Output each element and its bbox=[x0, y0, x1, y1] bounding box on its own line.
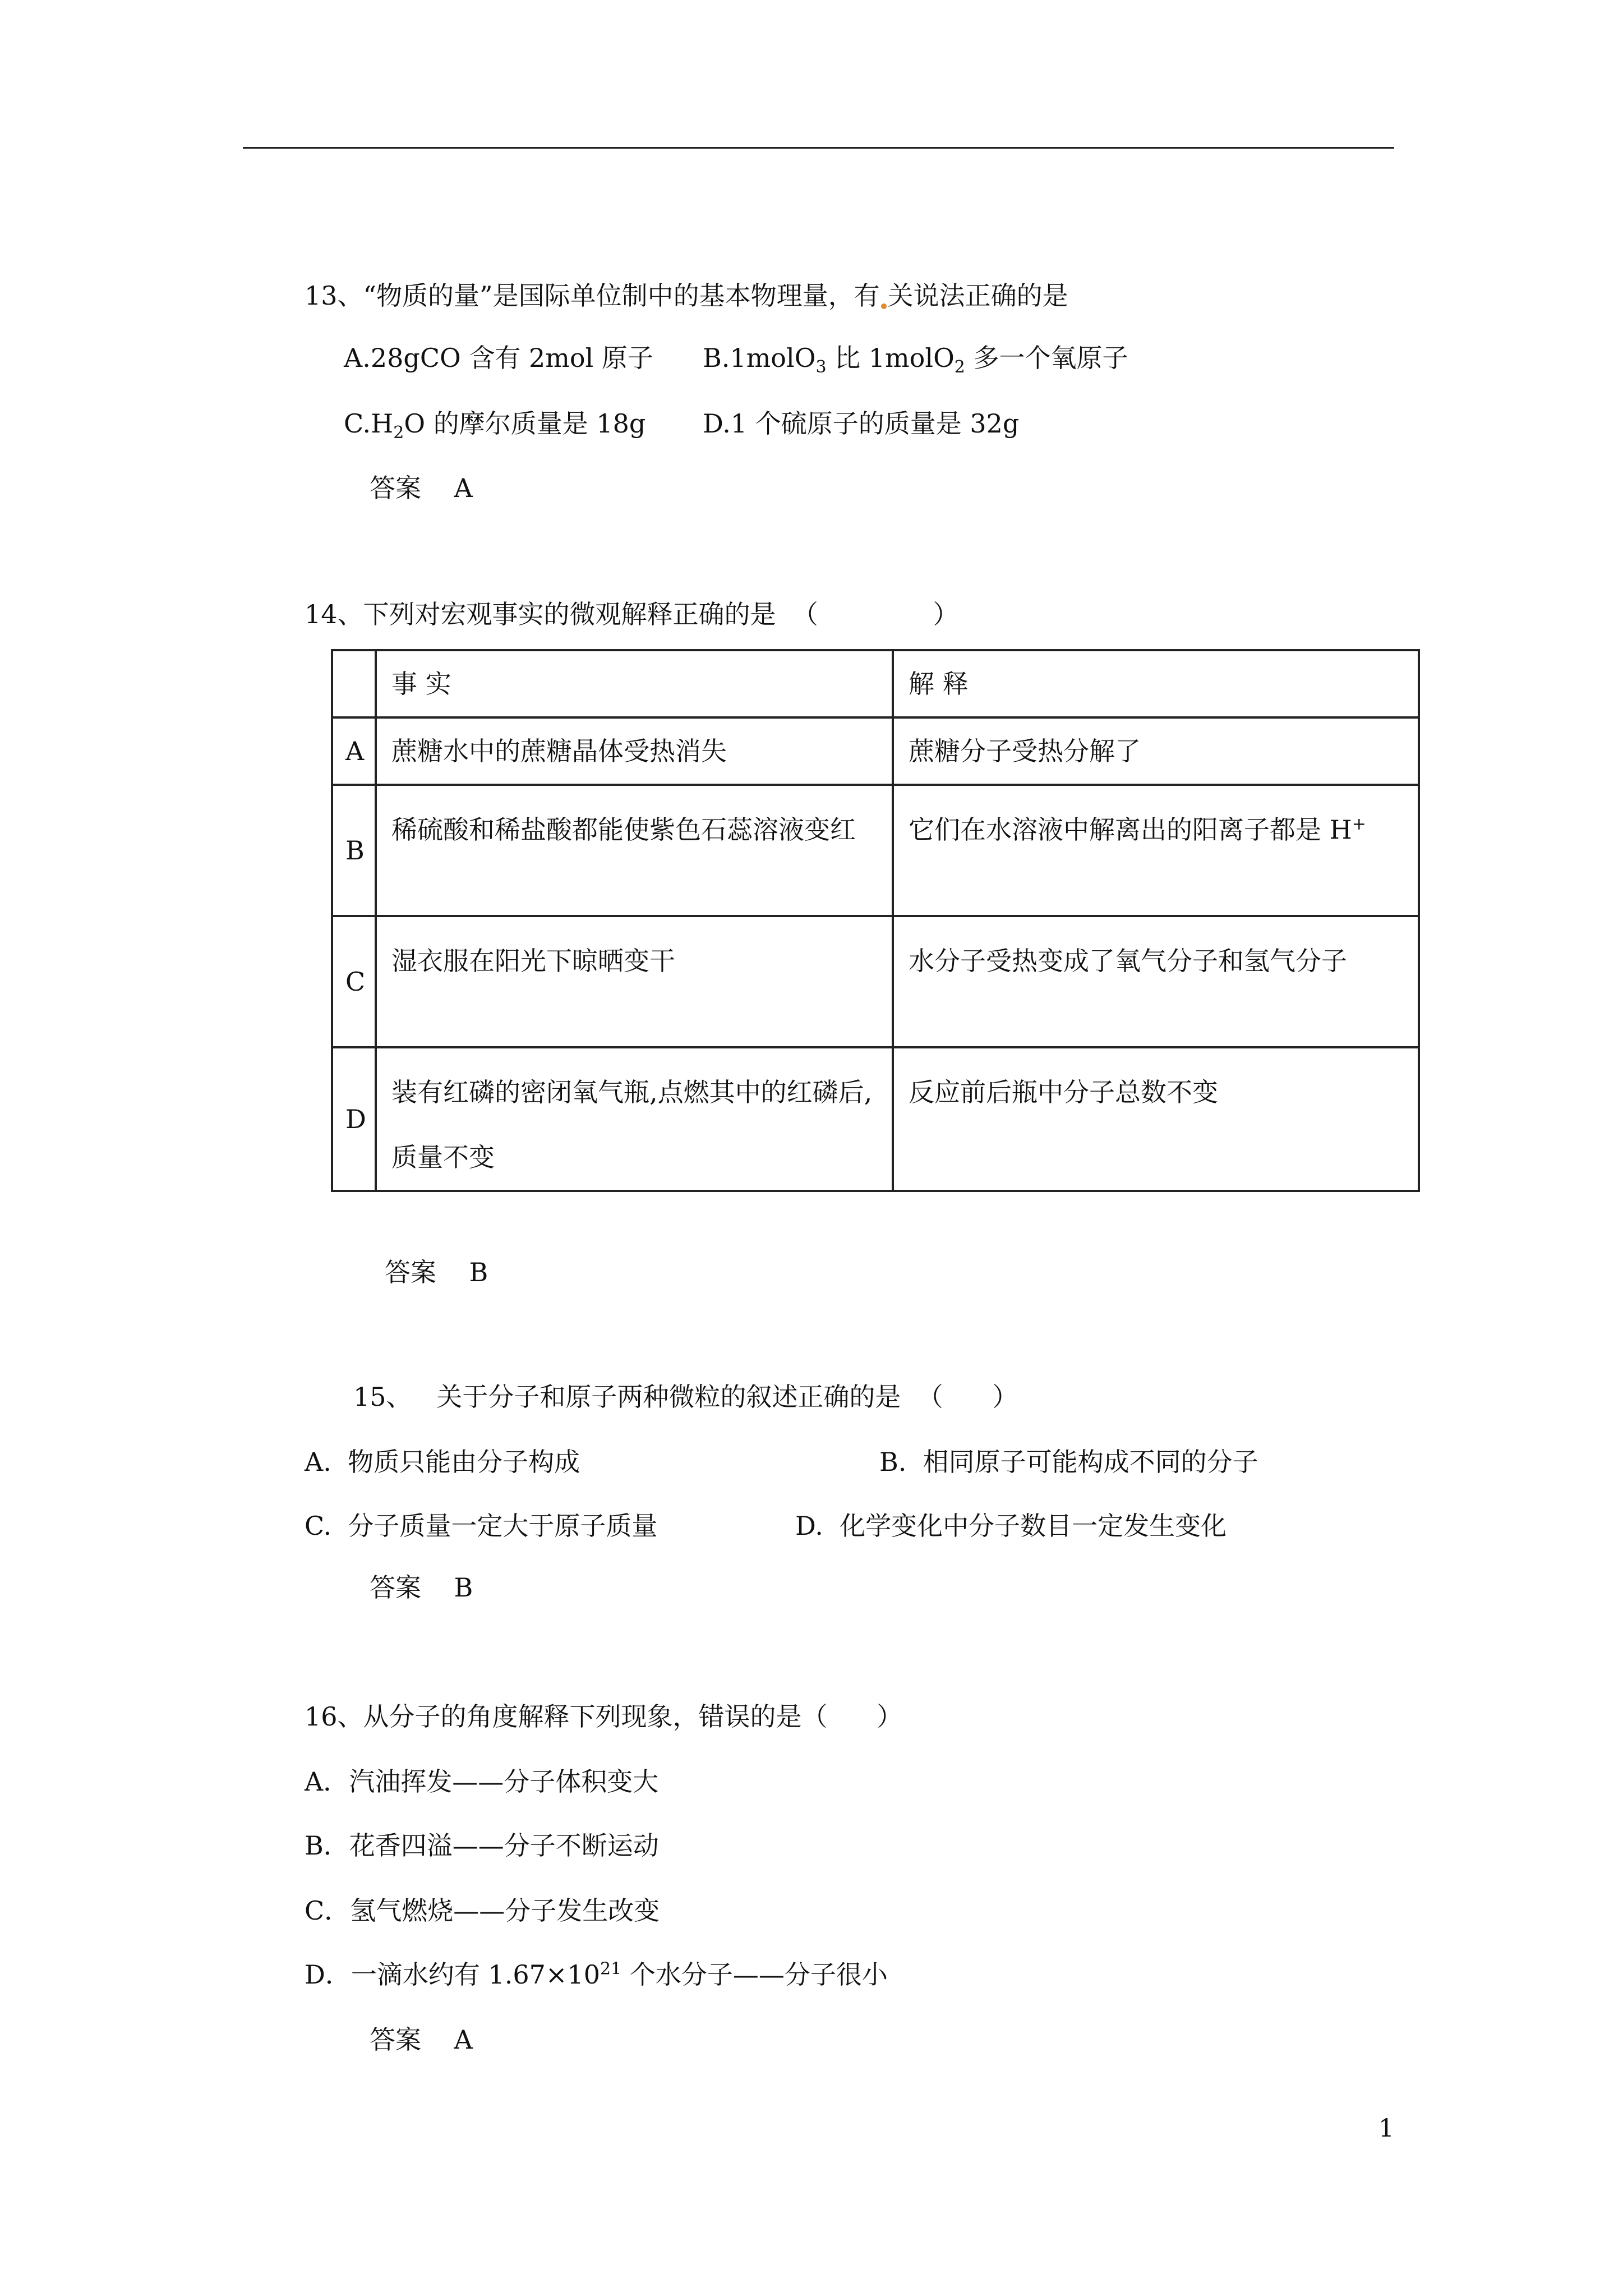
table-row bbox=[332, 785, 1419, 916]
row-label: D bbox=[332, 1047, 376, 1191]
row-explanation: 反应前后瓶中分子总数不变 bbox=[893, 1047, 1419, 1191]
q15-option-a: A. 物质只能由分子构成 bbox=[305, 1447, 580, 1477]
table-row bbox=[332, 1047, 1419, 1191]
q15-stem: 15、 关于分子和原子两种微粒的叙述正确的是 （ ） bbox=[353, 1382, 1018, 1412]
header-explanation: 解 释 bbox=[893, 650, 1419, 717]
row-fact: 装有红磷的密闭氧气瓶,点燃其中的红磷后,质量不变 bbox=[376, 1047, 893, 1191]
table-corner-cell bbox=[332, 650, 376, 717]
q16-stem: 16、从分子的角度解释下列现象，错误的是（ ） bbox=[305, 1701, 903, 1732]
table-header-row bbox=[332, 650, 1419, 717]
q13-option-b: B.1molO$_3$ 比 1molO$_2$ 多一个氧原子 bbox=[703, 343, 1128, 378]
q16-option-c: C．氢气燃烧——分子发生改变 bbox=[305, 1895, 660, 1926]
row-label: A bbox=[332, 717, 376, 785]
page-number: 1 bbox=[1378, 2114, 1394, 2143]
row-fact: 稀硫酸和稀盐酸都能使紫色石蕊溶液变红 bbox=[376, 785, 893, 916]
row-fact: 湿衣服在阳光下晾晒变干 bbox=[376, 916, 893, 1047]
q16-answer: 答案 A bbox=[370, 2024, 473, 2055]
header-fact: 事 实 bbox=[376, 650, 893, 717]
row-fact: 蔗糖水中的蔗糖晶体受热消失 bbox=[376, 717, 893, 785]
header-rule bbox=[243, 147, 1394, 149]
row-label: C bbox=[332, 916, 376, 1047]
row-label: B bbox=[332, 785, 376, 916]
q15-option-d: D. 化学变化中分子数目一定发生变化 bbox=[795, 1511, 1227, 1541]
q16-option-a: A．汽油挥发——分子体积变大 bbox=[305, 1766, 659, 1797]
row-explanation: 它们在水溶液中解离出的阳离子都是 H+ bbox=[893, 785, 1419, 916]
q14-stem: 14、下列对宏观事实的微观解释正确的是 （ ） bbox=[305, 599, 959, 629]
row-explanation: 水分子受热变成了氧气分子和氢气分子 bbox=[893, 916, 1419, 1047]
q14-table bbox=[331, 649, 1420, 1192]
q13-option-d: D.1 个硫原子的质量是 32g bbox=[703, 408, 1020, 439]
q16-option-b: B．花香四溢——分子不断运动 bbox=[305, 1830, 659, 1861]
mark-dot bbox=[881, 303, 887, 309]
q15-option-b: B. 相同原子可能构成不同的分子 bbox=[879, 1447, 1258, 1477]
q13-option-a: A.28gCO 含有 2mol 原子 bbox=[344, 343, 653, 373]
q15-answer: 答案 B bbox=[370, 1572, 473, 1603]
row-explanation: 蔗糖分子受热分解了 bbox=[893, 717, 1419, 785]
table-row bbox=[332, 717, 1419, 785]
table-row bbox=[332, 916, 1419, 1047]
q13-stem: 13、“物质的量”是国际单位制中的基本物理量，有 关说法正确的是 bbox=[305, 280, 1068, 311]
q14-answer: 答案 B bbox=[385, 1257, 488, 1287]
q13-answer: 答案 A bbox=[370, 473, 473, 503]
q13-option-c: $C.H_2O$ 的摩尔质量是 18g bbox=[344, 408, 646, 443]
q15-option-c: C. 分子质量一定大于原子质量 bbox=[305, 1511, 658, 1541]
q16-option-d: D．一滴水约有 $1.67\times 10^{21}$ 个水分子——分子很小 bbox=[305, 1959, 888, 1990]
